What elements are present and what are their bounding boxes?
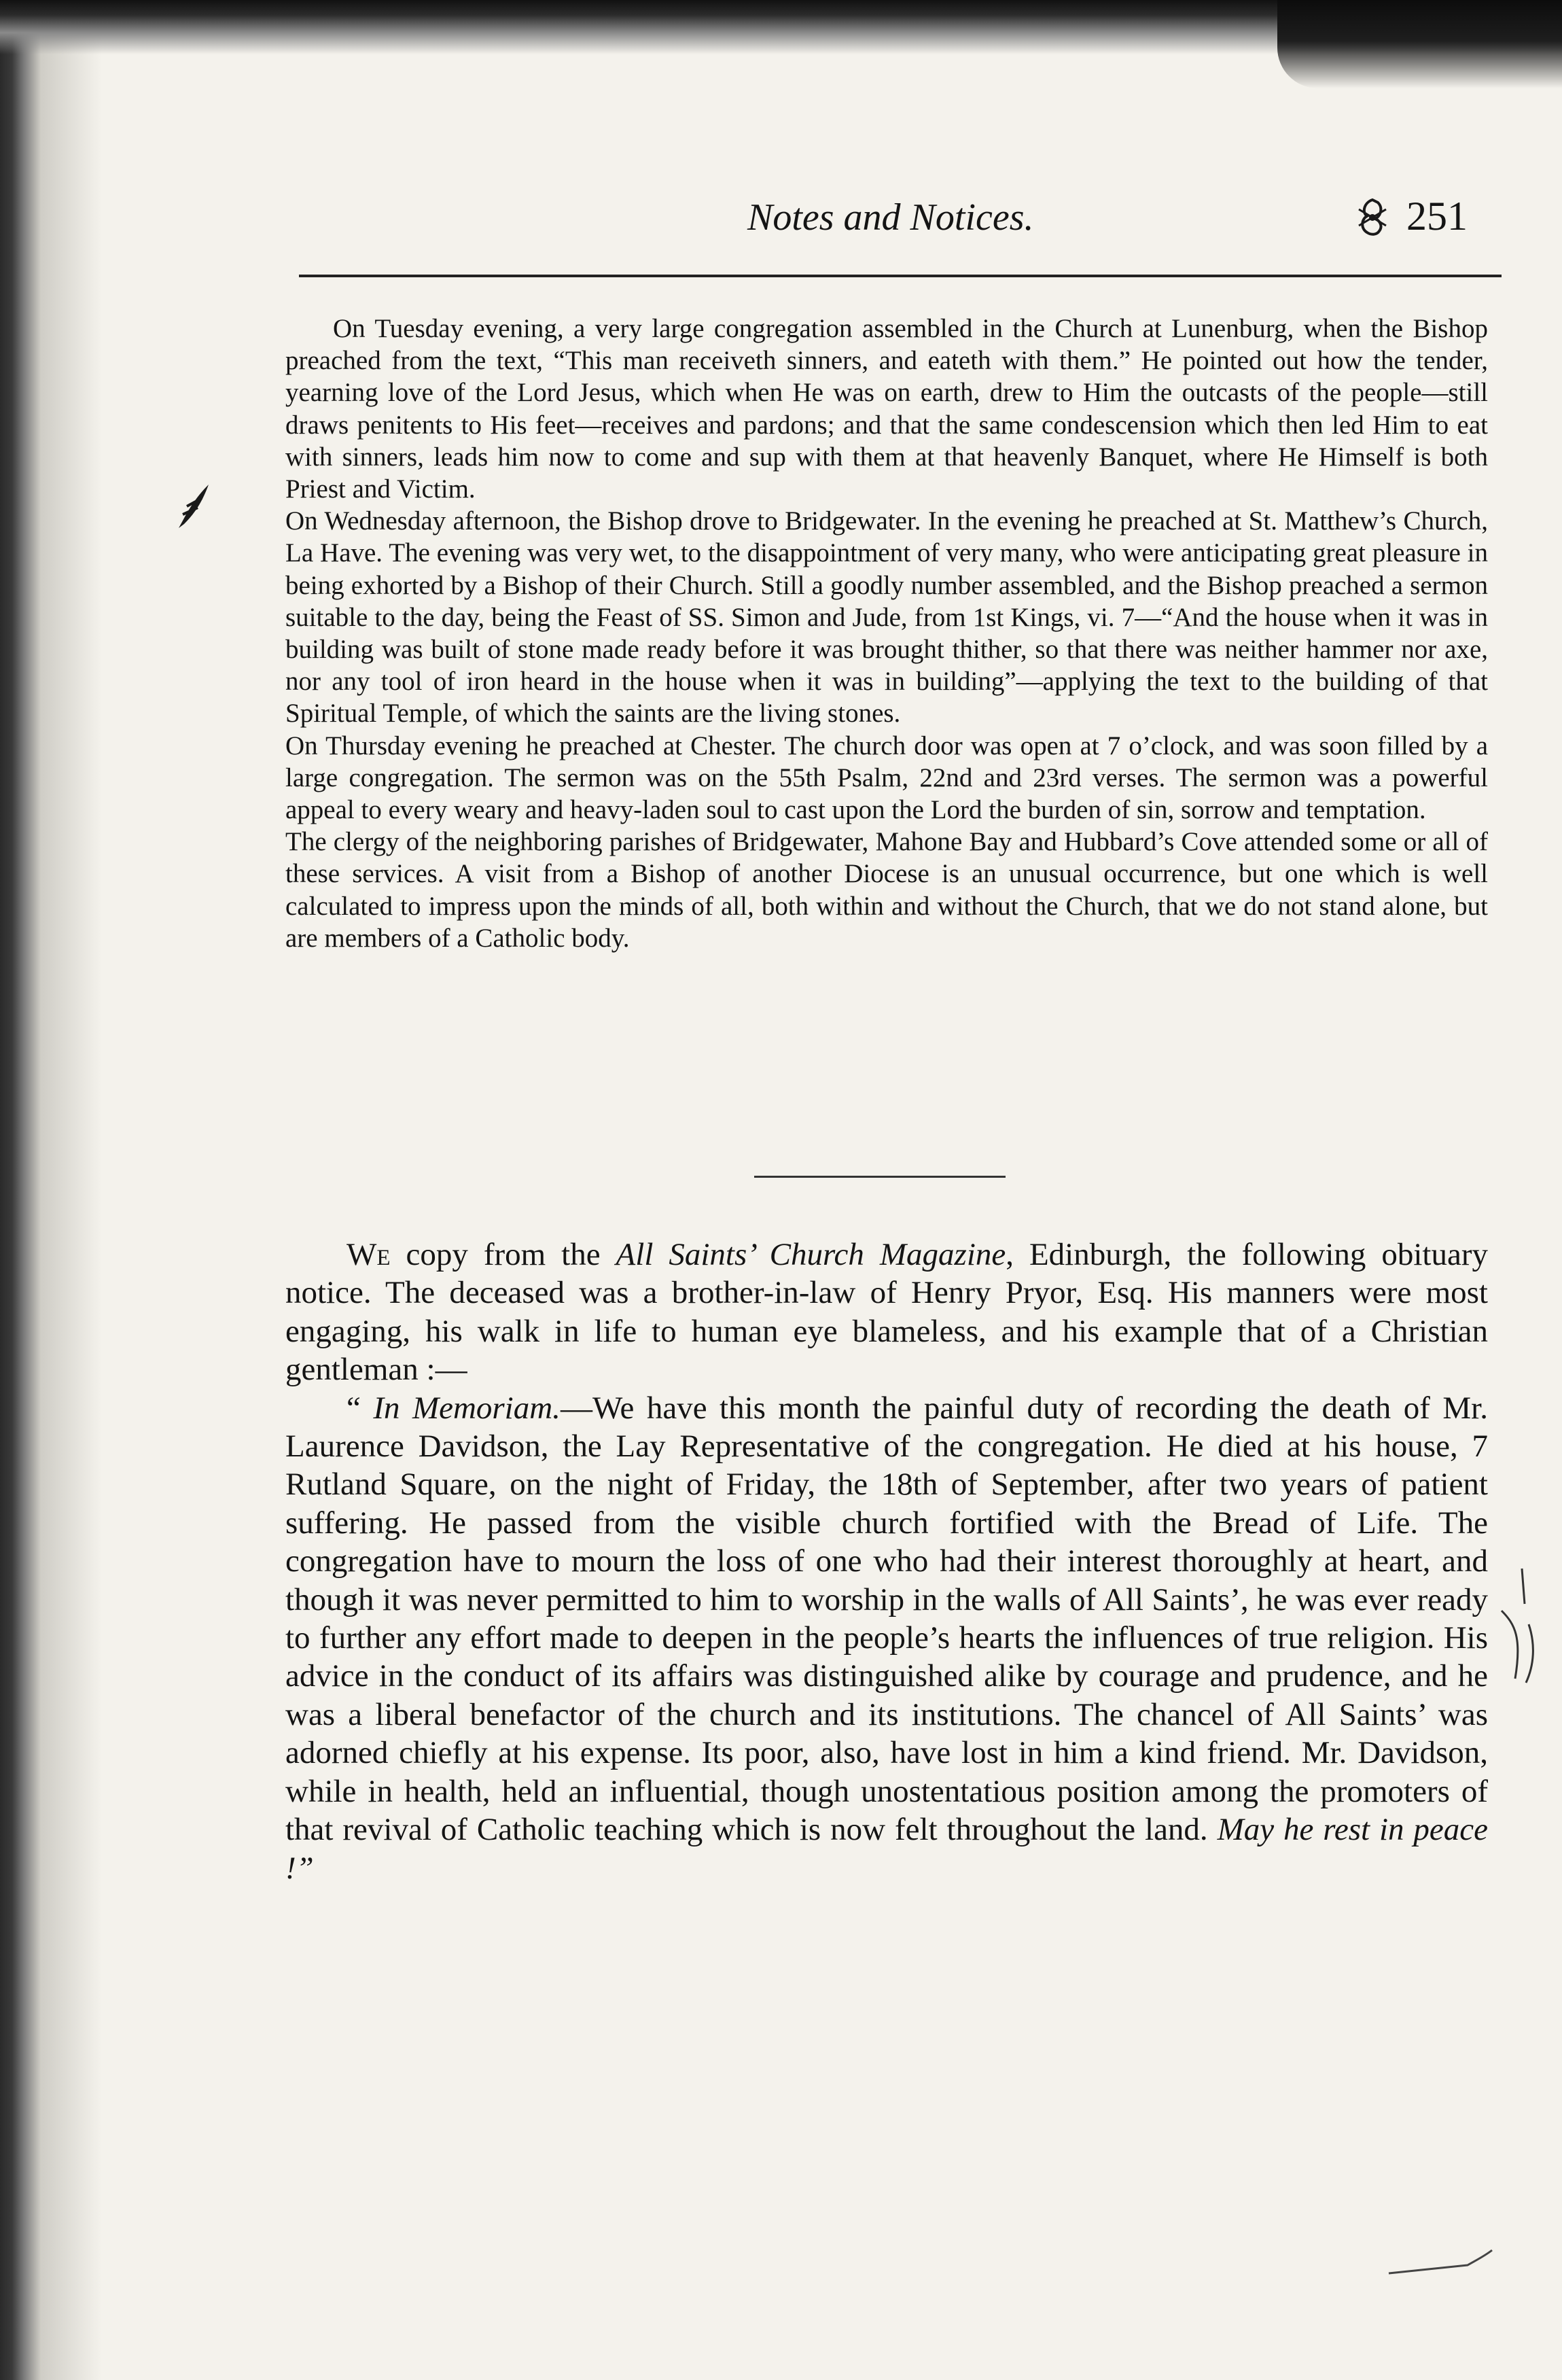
page-number: 251 [1406,194,1468,239]
flourish-ornament-icon [1352,196,1393,241]
header-rule [299,275,1502,277]
running-title: Notes and Notices. [747,196,1034,239]
top-corner-blot [1277,0,1562,88]
paragraph-clergy: The clergy of the neighboring parishes of Bridgewater, Mahone Bay and Hubbard’s Cove attended some or all of these services. A visit from a Bishop of another Diocese is an unusual occurrence, but one which is well calculated to impress upon the minds of all, both within and without the Church, that we do not stand alone, but are members of a Catholic body. [285,827,1488,953]
memoriam-heading: In Memoriam. [373,1390,561,1426]
obituary-memoriam [285,1389,1488,1887]
memoriam-open-quote: “ [347,1390,374,1426]
paragraph-thursday: On Thursday evening he preached at Chester. The church door was open at 7 o’clock, and was soon filled by a large congregation. The sermon was on the 55th Psalm, 22nd and 23rd verses. The sermon was a powerful appeal to every weary and heavy-laden soul to cast upon the Lord the burden of sin, sorrow and temptation. [285,731,1488,825]
intro-after-title: , Edinburgh, the following obituary notice. The deceased was a brother-in-law of Henry Pryor, Esq. His manners were most engaging, his walk in life to human eye blameless, and his example that of a Christian gentleman :— [285,1237,1489,1388]
quill-mark-icon [173,479,214,533]
obituary-intro [285,1236,1488,1389]
intro-first-word: We [347,1237,391,1272]
section-divider [754,1176,1006,1178]
intro-before-title: copy from the [390,1237,616,1272]
bishop-visit-notes [285,313,1488,954]
paragraph-wednesday: On Wednesday afternoon, the Bishop drove to Bridgewater. In the evening he preached at St. Matthew’s Church, La Have. The evening was very wet, to the disappointment of very many, who were anticipating great pleasure in being exhorted by a Bishop of their Church. Still a goodly number assembled, and the Bishop preached a sermon suitable to the day, being the Feast of SS. Simon and Jude, from 1st Kings, vi. 7—“And the house when it was in building was built of stone made ready before it was brought thither, so that there was neither hammer nor axe, nor any tool of iron heard in the house when it was in building”—applying the text to the building of that Spiritual Temple, of which the saints are the living stones. [285,506,1488,729]
paragraph-tuesday: On Tuesday evening, a very large congregation assembled in the Church at Lunenburg, when the Bishop preached from the text, “This man receiveth sinners, and eateth with them.” He pointed out how the tender, yearning love of the Lord Jesus, which when He was on earth, drew to Him the outcasts of the people—still draws penitents to His feet—receives and pardons; and that the same condescension which then led Him to eat with sinners, leads him now to come and sup with them at that heavenly Banquet, where He Himself is both Priest and Victim. [285,314,1488,504]
magazine-title: All Saints’ Church Magazine [616,1237,1006,1272]
memoriam-closing: May he rest in peace !” [285,1812,1488,1886]
margin-annotation-icon [1495,1563,1542,1685]
memoriam-body: —We have this month the painful duty of recording the death of Mr. Laurence Davidson, the Lay Representative of the congregation. He died at his house, 7 Rutland Square, on the night of Friday, the 18th of September, after two years of patient suffering. He passed from the visible church fortified with the Bread of Life. The congregation have to mourn the loss of one who had their interest thoroughly at heart, and though it was never permitted to him to worship in the walls of All Saints’, he was ever ready to further any effort made to deepen in the people’s hearts the influences of true religion. His advice in the conduct of its affairs was distinguished alike by courage and prudence, and he was a liberal benefactor of the church and its institutions. The chancel of All Saints’ was adorned chiefly at his expense. Its poor, also, have lost in him a kind friend. Mr. Davidson, while in health, held an influential, though unostentatious position among the promoters of that revival of Catholic teaching which is now felt throughout the land. [285,1390,1488,1848]
binding-shadow [0,0,102,2380]
obituary-notice [285,1236,1488,1887]
pencil-scribble-icon [1386,2246,1495,2280]
page-header [285,190,1515,251]
